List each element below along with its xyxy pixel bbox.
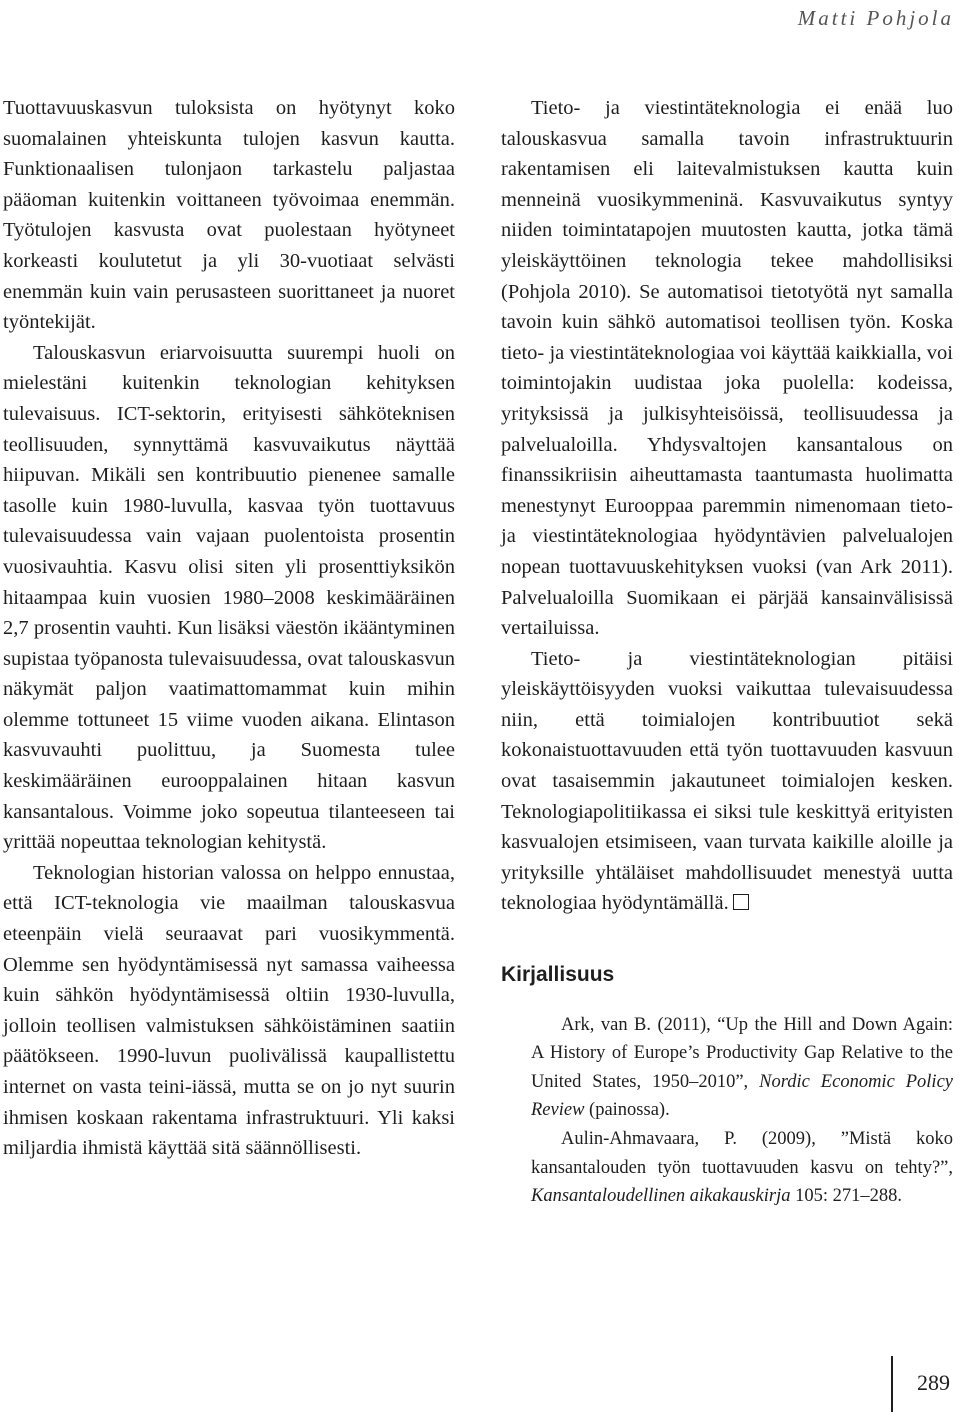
left-column — [3, 93, 455, 1164]
reference-text: Ark, van B. (2011), “Up the Hill and Down Again: A History of Europe’s Productivity Gap Relative to the United States, 1950–2010”, — [531, 1014, 953, 1092]
body-paragraph: Tuottavuuskasvun tuloksista on hyötynyt koko suomalainen yhteiskunta tulojen kasvun kautta. Funktionaalisen tulonjaon tarkastelu paljastaa pääoman kuitenkin voittaneen työvoimaa enemmän. Työtulojen kasvusta ovat puolestaan hyötyneet korkeasti koulutetut ja yli 30-vuotiaat selvästi enemmän kuin vain perusasteen suorittaneet ja nuoret työntekijät. — [3, 97, 455, 334]
body-paragraph: Tieto- ja viestintäteknologia ei enää luo talouskasvua samalla tavoin infrastruktuurin rakentamisen eli laitevalmistuksen kautta kuin menneinä vuosikymmeninä. Kasvuvaikutus syntyy niiden toimintatapojen muutosten kautta, jotka tämä yleiskäyttöinen teknologia tekee mahdollisiksi (Pohjola 2010). Se automatisoi tietotyötä nyt samalla tavoin kuin sähkö automatisoi teollisen työn. Koska tieto- ja viestintäteknologiaa voi käyttää kaikkialla, voi toimintojakin uudistaa joka puolella: kodeissa, yrityksissä ja julkisyhteisöissä, teollisuudessa ja palvelualoilla. Yhdysvaltojen kansantalous on finanssikriisin aiheuttamasta taantumasta huolimatta menestynyt Eurooppaa paremmin nimenomaan tieto- ja viestintäteknologiaa hyödyntävien palvelualojen nopean tuottavuuskehityksen vuoksi (van Ark 2011). Palvelualoilla Suomikaan ei pärjää kansainvälisissä vertailuissa. — [501, 97, 953, 640]
right-column — [501, 93, 953, 1211]
reference-item — [501, 1125, 953, 1211]
body-paragraph: Talouskasvun eriarvoisuutta suurempi huoli on mielestäni kuitenkin teknologian kehityksen tulevaisuus. ICT-sektorin, erityisesti sähköteknisen teollisuuden, synnyttämä kasvuvaikutus näyttää hiipuvan. Mikäli sen kontribuutio pienenee samalle tasolle kuin 1980-luvulla, kasvaa työn tuottavuus tulevaisuudessa vain vajaan puolentoista prosentin vuosivauhtia. Kasvu olisi siten yli prosenttiyksikön hitaampaa kuin vuosien 1980–2008 keskimääräinen 2,7 prosentin vauhti. Kun lisäksi väestön ikääntyminen supistaa työpanosta tulevaisuudessa, ovat talouskasvun näkymät paljon vaatimattomammat kuin mihin olemme tottuneet 15 viime vuoden aikana. Elintason kasvuvauhti puolittuu, ja Suomesta tulee keskimääräinen eurooppalainen hitaan kasvun kansantalous. Voimme joko sopeutua tilanteeseen tai yrittää nopeuttaa teknologian kehitystä. — [3, 341, 455, 854]
page-number: 289 — [917, 1370, 950, 1395]
end-of-article-square-icon — [733, 894, 749, 910]
reference-journal: Kansantaloudellinen aikakauskirja — [531, 1186, 791, 1207]
reference-item — [501, 1011, 953, 1125]
body-paragraph-final — [501, 644, 953, 919]
reference-text: Aulin-Ahmavaara, P. (2009), ”Mistä koko kansantalouden työn tuottavuuden kasvu on tehty?”, — [531, 1129, 953, 1178]
page-number-divider — [891, 1356, 893, 1412]
references-list — [501, 1011, 953, 1211]
references-heading: Kirjallisuus — [501, 963, 615, 987]
body-paragraph-text: Tieto- ja viestintäteknologian pitäisi yleiskäyttöisyyden vuoksi vaikuttaa tulevaisuudessa niin, että toimialojen kontribuutiot sekä kokonaistuottavuuden että työn tuottavuuden kasvuun ovat tasaisemmin jakautuneet toimialojen kesken. Teknologiapolitiikassa ei siksi tule keskittyä erityisten kasvualojen etsimiseen, vaan turvata kaikille aloille ja yrityksille yhtäläiset mahdollisuudet menestyä uutta teknologiaa hyödyntämällä. — [501, 647, 953, 915]
reference-text: (painossa). — [584, 1100, 670, 1121]
reference-journal: Nordic Economic Policy Review — [531, 1071, 953, 1121]
reference-text: 105: 271–288. — [790, 1186, 903, 1207]
body-paragraph: Teknologian historian valossa on helppo ennustaa, että ICT-teknologia vie maailman talouskasvua eteenpäin vielä seuraavat pari vuosikymmentä. Olemme sen hyödyntämisessä nyt samassa vaiheessa kuin sähkön hyödyntämisessä oltiin 1930-luvulla, jolloin teollisen valmistuksen sähköistäminen saatiin päätökseen. 1990-luvun puolivälissä kaupallistettu internet on vasta teini-iässä, mutta se on jo nyt suurin ihmisen koskaan rakentama infrastruktuuri. Yli kaksi miljardia ihmistä käyttää sitä säännöllisesti. — [3, 861, 455, 1160]
running-head-author: Matti Pohjola — [797, 6, 954, 30]
